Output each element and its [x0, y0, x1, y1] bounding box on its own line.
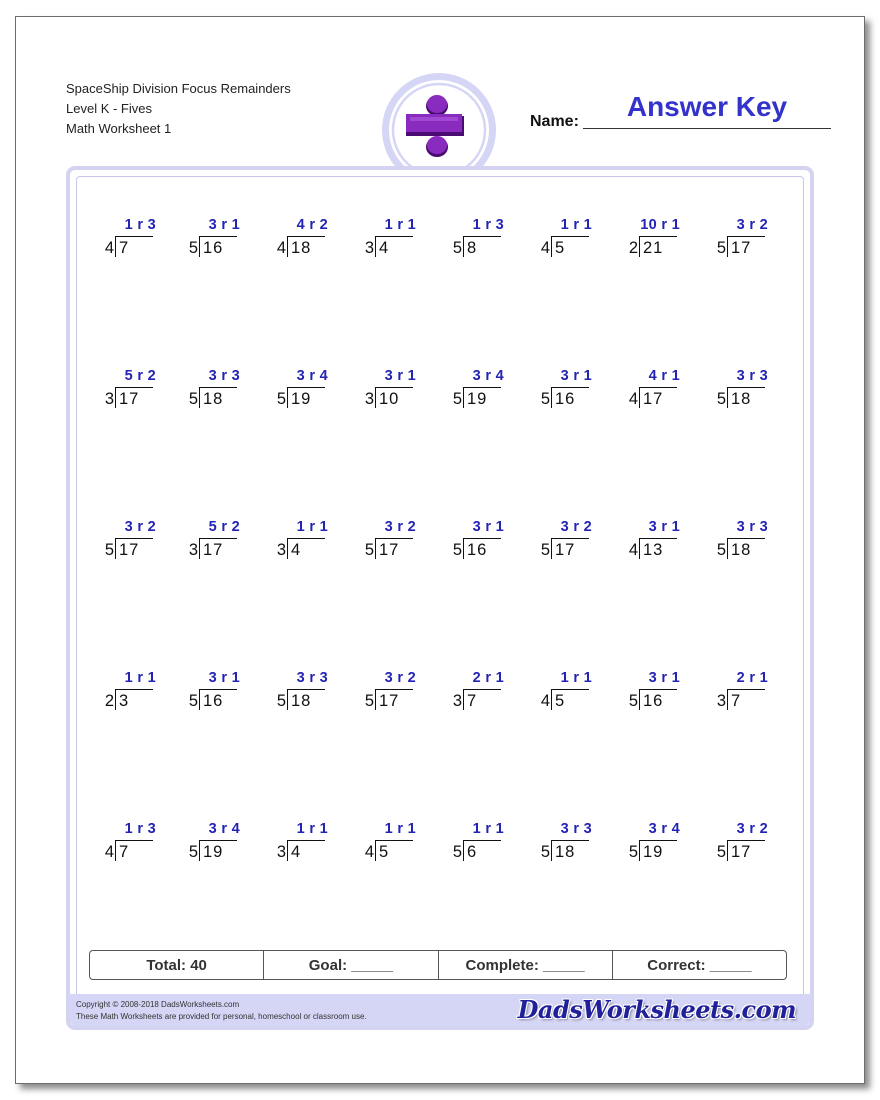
division-problem — [628, 821, 688, 867]
problem-answer: 3 r 1 — [208, 217, 240, 233]
division-problem — [716, 368, 776, 414]
problem-answer: 5 r 2 — [208, 519, 240, 535]
problem-answer: 2 r 1 — [736, 670, 768, 686]
problem-dividend: 7 — [731, 692, 742, 710]
division-problem — [276, 368, 336, 414]
division-problem — [540, 670, 600, 716]
division-problem — [452, 670, 512, 716]
problem-answer: 3 r 3 — [296, 670, 328, 686]
problem-divisor: 5 — [188, 390, 198, 408]
problem-answer: 3 r 2 — [736, 821, 768, 837]
problem-dividend: 21 — [643, 239, 664, 257]
division-problem — [188, 670, 248, 716]
worksheet-header — [66, 79, 291, 139]
division-problem — [628, 519, 688, 565]
problem-dividend: 4 — [291, 541, 302, 559]
name-line — [583, 128, 831, 129]
problem-answer: 3 r 4 — [208, 821, 240, 837]
problem-answer: 3 r 2 — [736, 217, 768, 233]
division-problem — [104, 519, 164, 565]
division-problem — [716, 519, 776, 565]
problem-answer: 3 r 1 — [648, 519, 680, 535]
problem-divisor: 5 — [716, 390, 726, 408]
division-problem — [188, 821, 248, 867]
problem-divisor: 5 — [628, 843, 638, 861]
problem-dividend: 17 — [379, 692, 400, 710]
copyright-text — [76, 999, 367, 1023]
division-problem — [628, 217, 688, 263]
worksheet-level: Level K - Fives — [66, 101, 152, 116]
problem-divisor: 5 — [452, 541, 462, 559]
problem-divisor: 5 — [364, 541, 374, 559]
problem-answer: 3 r 1 — [472, 519, 504, 535]
score-total: Total: 40 — [90, 951, 264, 979]
score-correct: Correct: _____ — [647, 956, 752, 974]
problem-dividend: 16 — [467, 541, 488, 559]
problem-answer: 4 r 1 — [648, 368, 680, 384]
problem-divisor: 4 — [628, 541, 638, 559]
problem-divisor: 5 — [452, 239, 462, 257]
problem-divisor: 3 — [364, 390, 374, 408]
division-problem — [540, 217, 600, 263]
problem-dividend: 17 — [119, 541, 140, 559]
problem-answer: 1 r 3 — [124, 217, 156, 233]
division-problem — [276, 821, 336, 867]
problem-divisor: 3 — [276, 843, 286, 861]
problem-dividend: 10 — [379, 390, 400, 408]
problem-answer: 1 r 3 — [472, 217, 504, 233]
answer-key-label: Answer Key — [626, 91, 788, 122]
problem-answer: 3 r 3 — [560, 821, 592, 837]
problem-dividend: 18 — [555, 843, 576, 861]
problem-dividend: 4 — [379, 239, 390, 257]
problem-answer: 3 r 3 — [208, 368, 240, 384]
problem-dividend: 8 — [467, 239, 478, 257]
problem-dividend: 17 — [119, 390, 140, 408]
problem-dividend: 16 — [203, 692, 224, 710]
problem-answer: 3 r 1 — [208, 670, 240, 686]
division-problem — [452, 821, 512, 867]
problem-divisor: 2 — [104, 692, 114, 710]
division-problem — [276, 519, 336, 565]
problem-dividend: 19 — [643, 843, 664, 861]
problem-divisor: 5 — [104, 541, 114, 559]
problem-dividend: 19 — [291, 390, 312, 408]
problem-answer: 3 r 4 — [296, 368, 328, 384]
problem-answer: 3 r 2 — [384, 670, 416, 686]
division-problem — [452, 217, 512, 263]
division-problem — [276, 217, 336, 263]
problem-dividend: 5 — [379, 843, 390, 861]
division-problem — [452, 368, 512, 414]
problem-divisor: 5 — [716, 541, 726, 559]
division-problem — [364, 217, 424, 263]
division-problem — [452, 519, 512, 565]
problem-answer: 1 r 1 — [384, 821, 416, 837]
footer-bar — [70, 994, 810, 1026]
problem-answer: 1 r 1 — [124, 670, 156, 686]
problem-divisor: 4 — [104, 239, 114, 257]
problem-frame-inner — [76, 176, 804, 1020]
problem-answer: 10 r 1 — [640, 217, 680, 233]
problem-dividend: 18 — [291, 239, 312, 257]
problem-dividend: 5 — [555, 239, 566, 257]
problem-answer: 1 r 1 — [560, 670, 592, 686]
problem-divisor: 4 — [540, 692, 550, 710]
score-goal: Goal: _____ — [264, 951, 438, 979]
problem-dividend: 16 — [203, 239, 224, 257]
problem-answer: 3 r 3 — [736, 368, 768, 384]
problem-dividend: 17 — [731, 239, 752, 257]
score-table — [89, 950, 787, 980]
problem-answer: 5 r 2 — [124, 368, 156, 384]
problem-answer: 4 r 2 — [296, 217, 328, 233]
problem-divisor: 5 — [452, 843, 462, 861]
division-problem — [364, 821, 424, 867]
division-problem — [104, 670, 164, 716]
problem-divisor: 3 — [104, 390, 114, 408]
problem-answer: 3 r 2 — [560, 519, 592, 535]
problem-dividend: 19 — [203, 843, 224, 861]
division-problem — [104, 368, 164, 414]
problem-divisor: 3 — [364, 239, 374, 257]
problem-dividend: 7 — [467, 692, 478, 710]
problem-divisor: 5 — [540, 541, 550, 559]
problem-dividend: 17 — [379, 541, 400, 559]
problem-answer: 1 r 1 — [472, 821, 504, 837]
problem-divisor: 5 — [188, 692, 198, 710]
problem-divisor: 3 — [452, 692, 462, 710]
problem-divisor: 5 — [716, 843, 726, 861]
problem-dividend: 13 — [643, 541, 664, 559]
name-label: Name: — [530, 113, 579, 130]
problem-divisor: 5 — [276, 390, 286, 408]
division-problem — [364, 368, 424, 414]
division-problem — [104, 217, 164, 263]
problem-dividend: 6 — [467, 843, 478, 861]
problem-dividend: 19 — [467, 390, 488, 408]
problem-divisor: 5 — [188, 239, 198, 257]
division-problem — [364, 670, 424, 716]
division-problem — [188, 519, 248, 565]
problem-dividend: 17 — [731, 843, 752, 861]
worksheet-page — [15, 16, 865, 1084]
division-problem — [716, 821, 776, 867]
worksheet-subtitle: Math Worksheet 1 — [66, 121, 172, 136]
copyright-line: Copyright © 2008-2018 DadsWorksheets.com — [76, 1000, 240, 1009]
problem-answer: 3 r 1 — [384, 368, 416, 384]
problem-dividend: 17 — [555, 541, 576, 559]
division-problem — [540, 368, 600, 414]
problem-answer: 3 r 4 — [648, 821, 680, 837]
problem-divisor: 5 — [188, 843, 198, 861]
problem-answer: 1 r 1 — [384, 217, 416, 233]
problem-divisor: 5 — [540, 390, 550, 408]
division-problem — [716, 670, 776, 716]
problem-dividend: 7 — [119, 843, 130, 861]
problem-answer: 3 r 1 — [560, 368, 592, 384]
problem-dividend: 16 — [643, 692, 664, 710]
worksheet-title: SpaceShip Division Focus Remainders — [66, 81, 291, 96]
problem-dividend: 17 — [643, 390, 664, 408]
division-problem — [540, 821, 600, 867]
problem-answer: 1 r 1 — [296, 821, 328, 837]
problem-divisor: 3 — [276, 541, 286, 559]
problem-answer: 3 r 4 — [472, 368, 504, 384]
problem-divisor: 5 — [628, 692, 638, 710]
problem-dividend: 7 — [119, 239, 130, 257]
problem-dividend: 16 — [555, 390, 576, 408]
problem-divisor: 5 — [452, 390, 462, 408]
problem-divisor: 4 — [276, 239, 286, 257]
problem-divisor: 5 — [276, 692, 286, 710]
division-problem — [104, 821, 164, 867]
site-logo: DadsWorksheets.com — [517, 995, 796, 1024]
division-problem — [364, 519, 424, 565]
problem-divisor: 4 — [628, 390, 638, 408]
problem-divisor: 4 — [540, 239, 550, 257]
problem-divisor: 5 — [364, 692, 374, 710]
problem-divisor: 4 — [104, 843, 114, 861]
problem-divisor: 4 — [364, 843, 374, 861]
problem-frame — [66, 166, 814, 1030]
problem-answer: 1 r 1 — [560, 217, 592, 233]
division-problem — [276, 670, 336, 716]
division-problem — [628, 670, 688, 716]
problem-divisor: 2 — [628, 239, 638, 257]
problem-answer: 1 r 3 — [124, 821, 156, 837]
problem-answer: 2 r 1 — [472, 670, 504, 686]
problem-divisor: 3 — [188, 541, 198, 559]
usage-notice: These Math Worksheets are provided for personal, homeschool or classroom use. — [76, 1012, 367, 1021]
problem-dividend: 17 — [203, 541, 224, 559]
division-problem — [628, 368, 688, 414]
problem-dividend: 18 — [731, 541, 752, 559]
problem-dividend: 18 — [291, 692, 312, 710]
division-problem — [188, 368, 248, 414]
problem-answer: 1 r 1 — [296, 519, 328, 535]
problem-dividend: 5 — [555, 692, 566, 710]
problem-dividend: 18 — [203, 390, 224, 408]
problem-answer: 3 r 2 — [124, 519, 156, 535]
division-problem — [188, 217, 248, 263]
problem-answer: 3 r 1 — [648, 670, 680, 686]
problem-dividend: 3 — [119, 692, 130, 710]
problem-dividend: 4 — [291, 843, 302, 861]
problem-divisor: 3 — [716, 692, 726, 710]
division-problem — [540, 519, 600, 565]
problem-divisor: 5 — [716, 239, 726, 257]
problem-answer: 3 r 3 — [736, 519, 768, 535]
problem-answer: 3 r 2 — [384, 519, 416, 535]
problem-dividend: 18 — [731, 390, 752, 408]
division-problem — [716, 217, 776, 263]
score-complete: Complete: _____ — [439, 951, 613, 979]
problem-divisor: 5 — [540, 843, 550, 861]
